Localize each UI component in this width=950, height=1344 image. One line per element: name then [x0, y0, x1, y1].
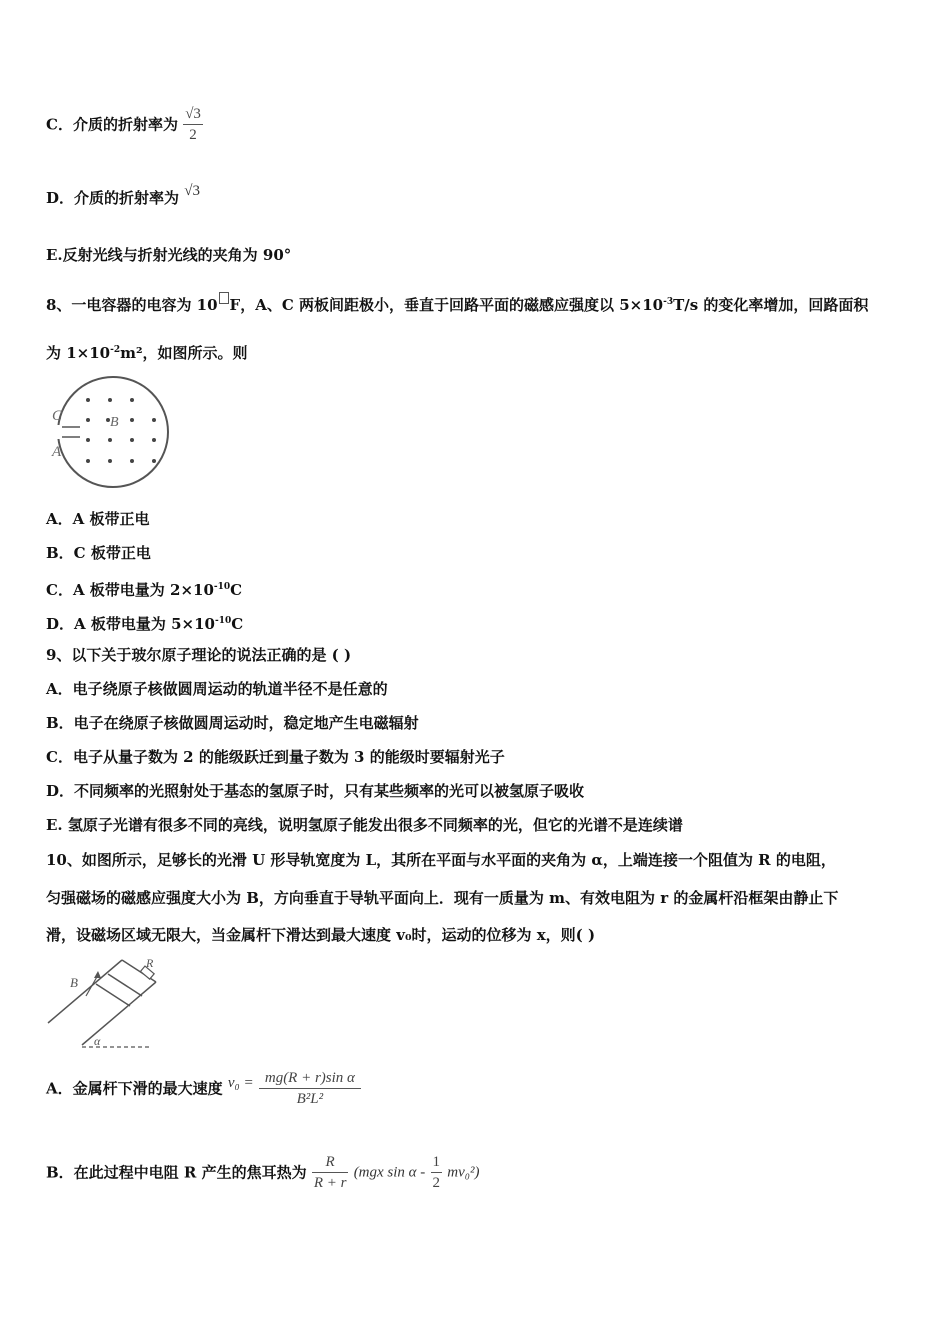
q8-stem-line1: 8、一电容器的电容为 10 F，A、C 两板间距极小，垂直于回路平面的磁感应强度以 $5\times 10^{-3}T/s$ 的变化率增加，回路面积: [46, 292, 868, 315]
q9-option-b: B．电子在绕原子核做圆周运动时，稳定地产生电磁辐射: [46, 714, 419, 732]
q8-option-c: C．A 板带电量为 $2\times 10^{-10}C$: [46, 581, 243, 599]
q7-option-c-fraction: $\frac{√3}{2}$: [185, 106, 201, 143]
q10-incline-figure: [46, 955, 158, 1053]
q10-rod-1: [96, 984, 130, 1006]
q10-option-b-paren-b: mv₀²): [447, 1164, 480, 1181]
q10-label-b: B: [70, 975, 78, 990]
q10-option-a: [46, 1068, 361, 1118]
q9-stem: 9、以下关于玻尔原子理论的说法正确的是 ( ): [46, 646, 352, 664]
q10-option-a-fraction: $\frac{\text{mg(R + r)sin α}}{\text{B²L²}}$: [259, 1068, 361, 1109]
q10-stem-line2: 匀强磁场的磁感应强度大小为 B，方向垂直于导轨平面向上．现有一质量为 m、有效电阻为 r 的金属杆沿框架由静止下: [46, 889, 839, 907]
q8-loop-circle: [58, 377, 168, 487]
q10-stem-line1: 10、如图所示，足够长的光滑 U 形导轨宽度为 L，其所在平面与水平面的夹角为 α，上端连接一个阻值为 R 的电阻，: [46, 851, 836, 869]
q10-b-arrow: [86, 975, 98, 996]
q8-label-b: B: [110, 415, 119, 430]
q7-option-d-label: D．介质的折射率为: [46, 189, 180, 207]
q7-option-c: [46, 104, 203, 145]
q8-option-b: B．C 板带正电: [46, 544, 151, 562]
q10-rod-2: [108, 974, 142, 996]
q10-option-a-lhs: v₀ =: [227, 1074, 254, 1091]
q10-label-r: R: [146, 956, 154, 970]
q10-rail-lower: [48, 960, 122, 1023]
q8-option-a: A．A 板带正电: [46, 510, 150, 528]
q10-option-b: [46, 1152, 479, 1202]
arrow-head-icon: [94, 971, 101, 978]
q10-option-b-half: $\frac{1}{2}$: [432, 1154, 441, 1191]
q10-label-alpha: α: [94, 1034, 101, 1048]
q8-option-d: D．A 板带电量为 $5\times 10^{-10}C$: [46, 615, 244, 633]
q7-option-e: E.反射光线与折射光线的夹角为 90°: [46, 246, 292, 264]
q8-label-c: C: [52, 408, 63, 424]
q10-option-b-paren-a: (mgx sin α -: [353, 1164, 426, 1181]
q8-field-dots: [86, 398, 156, 463]
q8-circuit-figure: [46, 372, 176, 494]
q8-stem-line2: 为 $1\times 10^{-2}m^2$，如图所示。则: [46, 344, 248, 362]
q7-option-c-label: C．介质的折射率为: [46, 115, 178, 134]
q9-option-e: E. 氢原子光谱有很多不同的亮线，说明氢原子能发出很多不同频率的光，但它的光谱不是连续谱: [46, 816, 683, 834]
q9-option-d: D．不同频率的光照射处于基态的氢原子时，只有某些频率的光可以被氢原子吸收: [46, 782, 585, 800]
q9-option-c: C．电子从量子数为 2 的能级跃迁到量子数为 3 的能级时要辐射光子: [46, 748, 505, 766]
q10-stem-line3: 滑，设磁场区域无限大，当金属杆下滑达到最大速度 v₀时，运动的位移为 x，则( ): [46, 926, 596, 944]
q10-option-b-fraction: $\frac{R}{R + r}$: [313, 1154, 347, 1191]
q7-option-d: [46, 183, 200, 209]
q8-label-a: A: [52, 444, 62, 460]
q10-option-b-label: B．在此过程中电阻 R 产生的焦耳热为: [46, 1163, 307, 1182]
q7-option-d-value: √3: [184, 183, 200, 199]
q9-option-a: A．电子绕原子核做圆周运动的轨道半径不是任意的: [46, 680, 388, 698]
missing-glyph-box: [219, 292, 229, 304]
q10-option-a-label: A．金属杆下滑的最大速度: [46, 1079, 223, 1098]
